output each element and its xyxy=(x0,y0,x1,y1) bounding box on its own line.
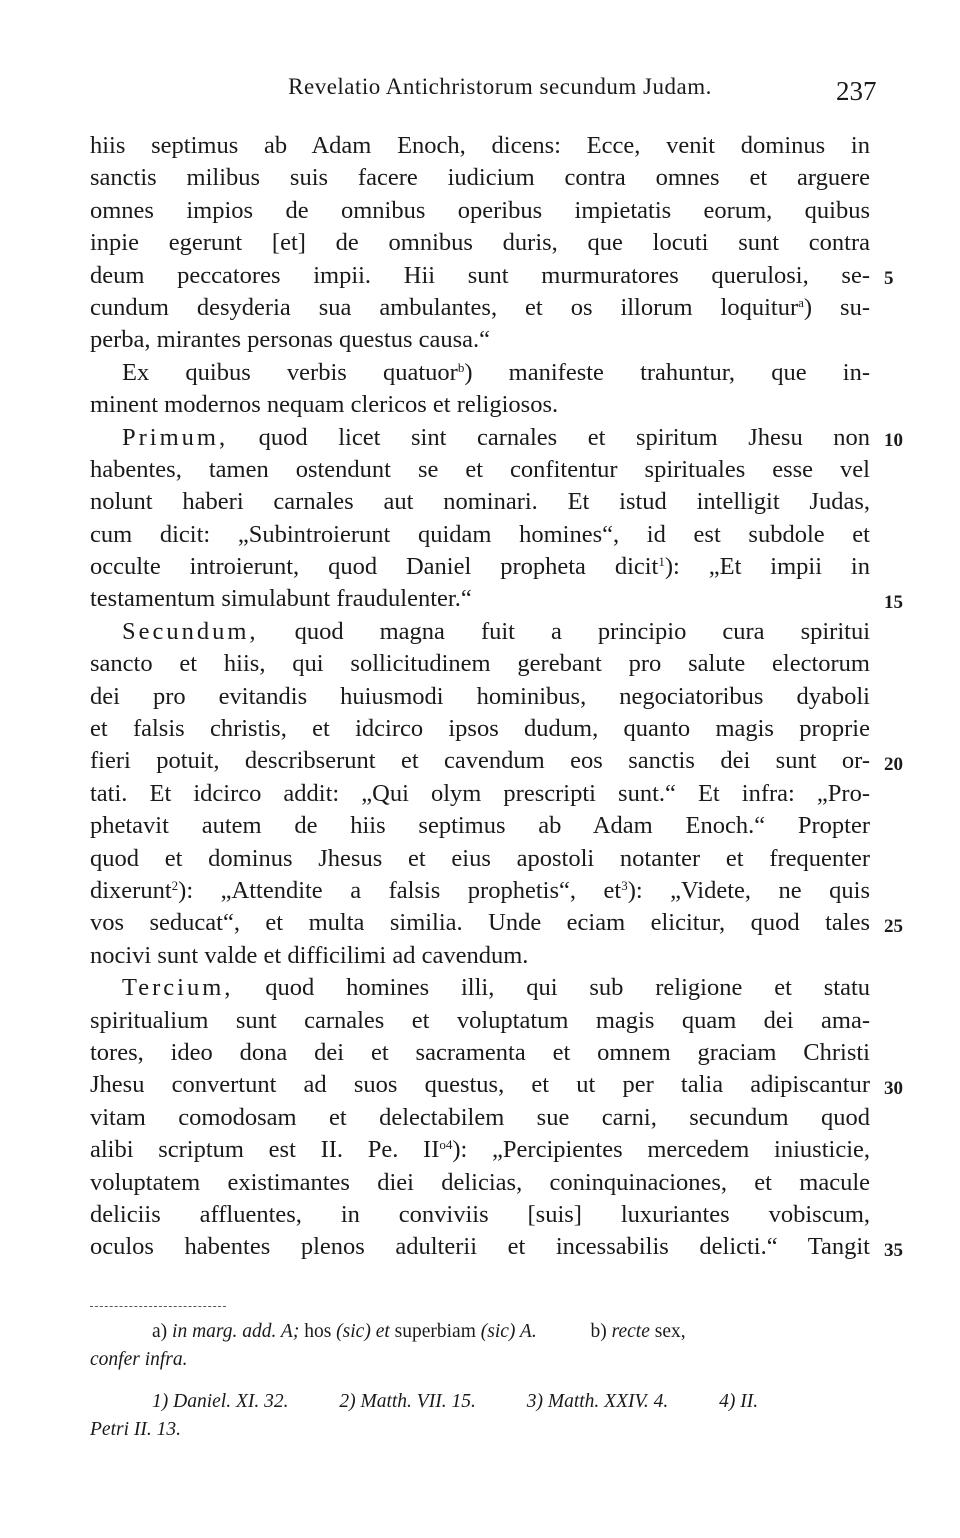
footnote-3: 3) Matth. XXIV. 4. xyxy=(526,1391,669,1412)
footnote-1: 1) Daniel. XI. 32. xyxy=(152,1391,289,1412)
footnote-2: 2) Matth. VII. 15. xyxy=(339,1391,476,1412)
text-fragment: quod homines illi, qui sub religione et statu xyxy=(265,974,871,1002)
text-line: vitam comodosam et delectabilem sue carni, secundum quod xyxy=(90,1103,870,1131)
text-line: Jhesu convertunt ad suos questus, et ut per talia adipiscantur xyxy=(90,1071,870,1099)
text-line: spiritualium sunt carnales et voluptatum magis quam dei ama- xyxy=(90,1006,870,1034)
footnote-mark: a) xyxy=(152,1321,168,1342)
section-heading-primum: Primum, xyxy=(122,423,229,451)
text-line: deum peccatores impii. Hii sunt murmuratores querulosi, se- xyxy=(90,261,870,289)
footnote-4: 4) II. xyxy=(719,1391,759,1412)
text-line xyxy=(90,422,870,454)
line-number: 15 xyxy=(884,592,903,613)
line-number: 25 xyxy=(884,916,903,937)
text-line: voluptatem existimantes diei delicias, coninquinaciones, et macule xyxy=(90,1168,870,1196)
footnote-a xyxy=(90,1318,870,1346)
footnote-text: in marg. add. A; xyxy=(172,1321,300,1342)
footnote-marker: b xyxy=(457,359,465,375)
footnote-text: (sic) A. xyxy=(480,1321,537,1342)
text-line: quod et dominus Jhesus et eius apostoli notanter et frequenter xyxy=(90,844,870,872)
superscript-o: o xyxy=(439,1137,446,1153)
text-line xyxy=(90,551,870,583)
text-fragment: ): „Videte, ne quis xyxy=(627,876,870,904)
footnote-text: confer infra. xyxy=(90,1349,188,1370)
text-fragment: ): „Et impii in xyxy=(664,553,870,581)
text-line: perba, mirantes personas questus causa.“ xyxy=(90,326,491,354)
text-line: oculos habentes plenos adulterii et incessabilis delicti.“ Tangit xyxy=(90,1233,870,1261)
footnote-b-continued xyxy=(90,1346,870,1374)
text-line: deliciis affluentes, in conviviis [suis] luxuriantes vobiscum, xyxy=(90,1200,870,1228)
page-number: 237 xyxy=(836,76,877,106)
text-line: nocivi sunt valde et difficilimi ad cavendum. xyxy=(90,941,529,969)
text-line: nolunt haberi carnales aut nominari. Et istud intelligit Judas, xyxy=(90,488,870,516)
text-line xyxy=(90,1134,870,1166)
text-line: omnes impios de omnibus operibus impietatis eorum, quibus xyxy=(90,196,870,224)
footnote-text: hos xyxy=(304,1321,332,1342)
footnote-marker: 4 xyxy=(445,1137,453,1153)
text-line: minent modernos nequam clericos et religiosos. xyxy=(90,391,559,419)
footnote-text: recte xyxy=(611,1321,650,1342)
text-fragment: quod licet sint carnales et spiritum Jhesu non xyxy=(258,423,871,451)
line-number: 35 xyxy=(884,1240,903,1261)
text-line: inpie egerunt [et] de omnibus duris, que locuti sunt contra xyxy=(90,229,870,257)
text-fragment: Ex quibus verbis quatuor xyxy=(122,358,458,386)
footnote-marker: 1 xyxy=(658,554,665,570)
line-number: 10 xyxy=(884,430,903,451)
text-line: cum dicit: „Subintroierunt quidam homines“, id est subdole et xyxy=(90,520,870,548)
main-text xyxy=(90,130,870,1264)
text-line: fieri potuit, describserunt et cavendum eos sanctis dei sunt or- xyxy=(90,747,870,775)
footnote-marker: a xyxy=(798,294,804,310)
text-line: vos seducat“, et multa similia. Unde eciam elicitur, quod tales xyxy=(90,909,870,937)
text-line: sanctis milibus suis facere iudicium contra omnes et arguere xyxy=(90,164,870,192)
footnote-mark: b) xyxy=(590,1321,607,1342)
section-heading-secundum: Secundum, xyxy=(122,617,259,645)
text-line: et falsis christis, et idcirco ipsos dudum, quanto magis proprie xyxy=(90,715,870,743)
text-fragment: ): „Attendite a falsis prophetis“, et xyxy=(178,876,622,904)
text-fragment: dixerunt xyxy=(90,876,172,904)
text-fragment: ) manifeste trahuntur, que in- xyxy=(464,358,870,386)
section-heading-tercium: Tercium, xyxy=(122,974,234,1002)
text-line xyxy=(90,972,870,1004)
footnote-marker: 3 xyxy=(621,877,628,893)
footnote-text: superbiam xyxy=(394,1321,476,1342)
running-title: Revelatio Antichristorum secundum Judam. xyxy=(288,74,712,99)
footnote-4-continued: Petri II. 13. xyxy=(90,1419,181,1440)
text-line: habentes, tamen ostendunt se et confitentur spirituales esse vel xyxy=(90,455,870,483)
footnote-text: (sic) et xyxy=(336,1321,390,1342)
text-line: tores, ideo dona dei et sacramenta et omnem graciam Christi xyxy=(90,1038,870,1066)
line-number: 20 xyxy=(884,754,903,775)
text-line xyxy=(90,357,870,389)
footnote-marker: 2 xyxy=(171,877,179,893)
text-line xyxy=(90,616,870,648)
text-line: dei pro evitandis huiusmodi hominibus, negociatoribus dyaboli xyxy=(90,682,870,710)
text-line xyxy=(90,292,870,324)
line-number: 5 xyxy=(884,268,894,289)
text-fragment: occulte introierunt, quod Daniel propheta dicit xyxy=(90,553,659,581)
footnote-text: sex, xyxy=(654,1321,686,1342)
text-line: phetavit autem de hiis septimus ab Adam Enoch.“ Propter xyxy=(90,812,870,840)
footnote-citations xyxy=(90,1388,870,1416)
footnote-rule xyxy=(90,1306,226,1307)
footnotes xyxy=(90,1318,870,1444)
text-fragment: alibi scriptum est II. Pe. II xyxy=(90,1136,440,1164)
text-line: hiis septimus ab Adam Enoch, dicens: Ecce, venit dominus in xyxy=(90,132,870,159)
text-line: sancto et hiis, qui sollicitudinem gerebant pro salute electorum xyxy=(90,650,870,678)
text-line: tati. Et idcirco addit: „Qui olym prescripti sunt.“ Et infra: „Pro- xyxy=(90,779,870,807)
text-line xyxy=(90,875,870,907)
line-number: 30 xyxy=(884,1078,903,1099)
text-line: testamentum simulabunt fraudulenter.“ xyxy=(90,585,472,613)
text-fragment: cundum desyderia sua ambulantes, et os illorum loquitur xyxy=(90,293,799,321)
text-fragment: ): „Percipientes mercedem iniusticie, xyxy=(452,1136,870,1164)
text-fragment: quod magna fuit a principio cura spiritui xyxy=(294,617,871,645)
text-fragment: ) su- xyxy=(803,293,870,321)
